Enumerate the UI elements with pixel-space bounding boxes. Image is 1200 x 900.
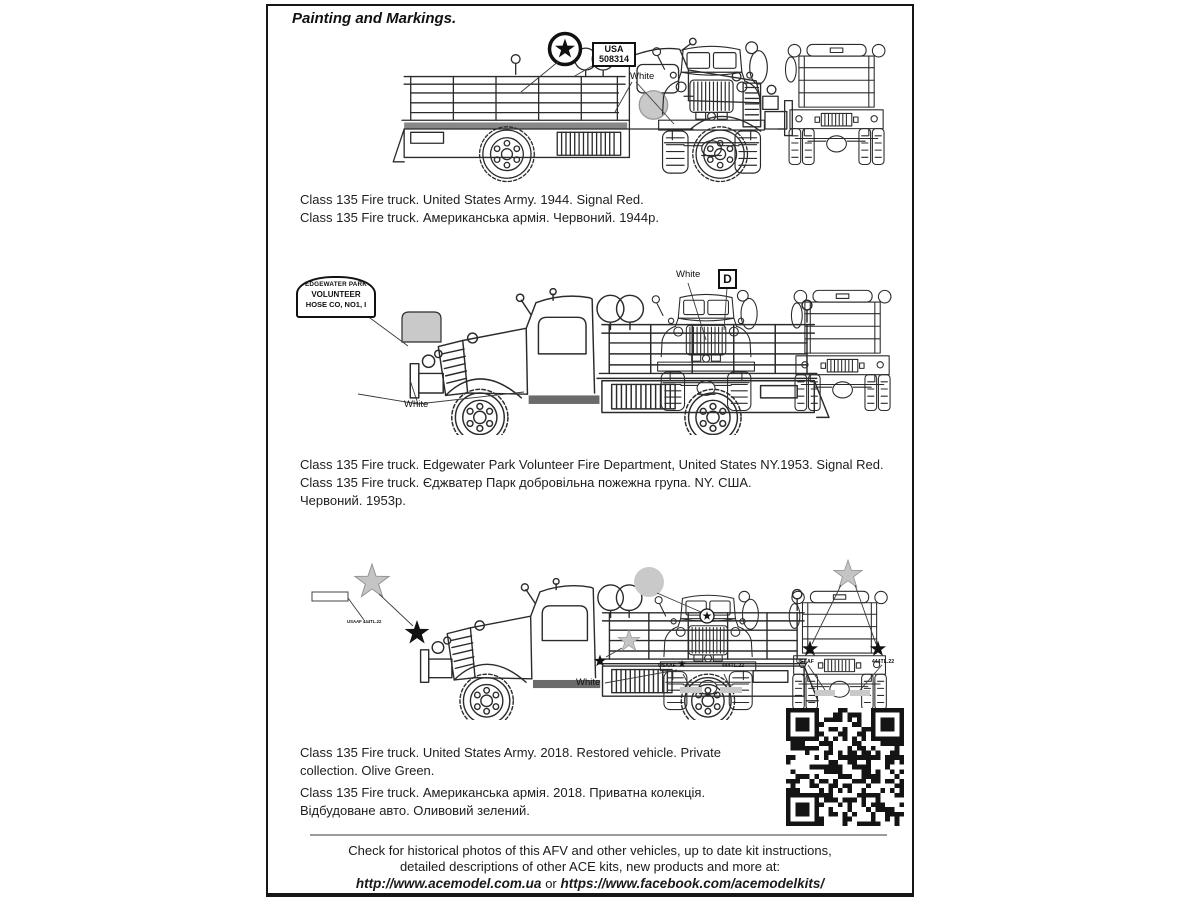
row3-drawings: [278, 552, 913, 720]
footer-url-acemodel: http://www.acemodel.com.ua: [355, 876, 542, 891]
truck-front-view: [653, 42, 768, 173]
invasion-star-insignia: [550, 34, 581, 65]
truck-rear-view: [785, 44, 884, 164]
decal-d-marker: D: [718, 269, 737, 289]
rear-bumper-serial-text: 444TL.22: [871, 659, 895, 665]
footer-line1: Check for historical photos of this AFV and other vehicles, up to date kit instructions,: [348, 843, 832, 858]
truck-front-view: [652, 290, 757, 410]
hood-text-callout-box: [312, 592, 348, 601]
caption-row3: Class 135 Fire truck. United States Army. 2018. Restored vehicle. Private collection. Olive Green. Class 135 Fire truck. Американська армія. 2018. Приватна колекція. Відбудоване авто. Оливовий зелений.: [300, 745, 721, 818]
rear-bumper-usaaf-text: USAAF: [796, 659, 814, 665]
footer-divider: [310, 834, 887, 836]
white-callout-label: White: [676, 269, 701, 280]
white-callout-label: White: [404, 399, 429, 410]
edgewater-door-sign: EDGEWATER PARK VOLUNTEER HOSE CO, NO1, I: [296, 276, 376, 318]
gray-star-callout: [355, 564, 389, 597]
footer-url-facebook: https://www.facebook.com/acemodelkits/: [560, 876, 825, 891]
qr-code: [786, 708, 904, 826]
caption-row1: Class 135 Fire truck. United States Army. 1944. Signal Red. Class 135 Fire truck. Американська армія. Червоний. 1944р.: [300, 192, 659, 225]
caption-row2: Class 135 Fire truck. Edgewater Park Volunteer Fire Department, United States NY.1953. Signal Red. Class 135 Fire truck. Єджватер Парк добровільна пожежна група. NY. США. Червоний. 1953р.: [300, 457, 884, 508]
white-callout-label: White: [576, 677, 601, 688]
truck-rear-view: [789, 591, 887, 709]
shaded-door-window: [402, 312, 441, 342]
cowl-star-insignia: [700, 609, 714, 623]
footer: [277, 843, 903, 892]
truck-side-view: [410, 289, 829, 435]
front-bumper-serial-text: 444TL.22: [721, 663, 745, 669]
hood-serial-text: USAAF 444TL.22: [347, 619, 382, 624]
gray-star-callout: [834, 560, 863, 587]
footer-line2: detailed descriptions of other ACE kits, new products and more at:: [399, 859, 781, 874]
front-bumper-usaaf-text: USAAF: [658, 663, 676, 669]
footer-urls: [277, 875, 903, 892]
white-plate-callout: [720, 687, 742, 693]
page-title: Painting and Markings.: [292, 10, 457, 27]
white-plate-callout: [815, 690, 835, 696]
door-star-decal: [405, 620, 430, 644]
gray-circle-callout: [634, 567, 664, 597]
white-plate-callout: [680, 687, 702, 693]
usa-registration-plate: USA 508314: [592, 42, 636, 67]
white-callout-label: White: [630, 71, 655, 82]
gray-star-callout: [618, 630, 640, 651]
white-plate-callout: [850, 690, 870, 696]
footer-or: or: [545, 876, 557, 891]
